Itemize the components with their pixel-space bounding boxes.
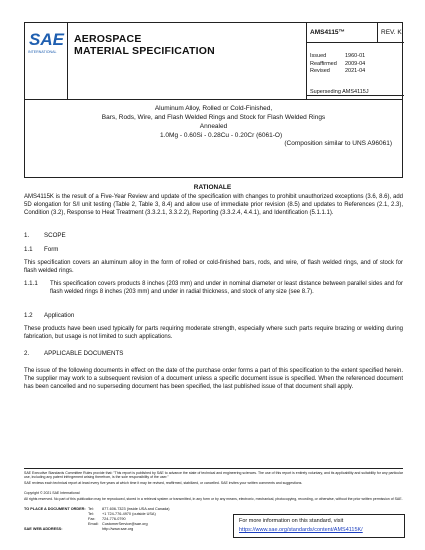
subject-line1: Aluminum Alloy, Rolled or Cold-Finished, [154, 105, 273, 112]
spec-number-row [307, 23, 404, 43]
date-revised: Revised 2021-04 [310, 68, 366, 74]
footer-copyright: Copyright © 2021 SAE International [24, 491, 80, 495]
more-info-text: For more information on this standard, visit [239, 518, 344, 524]
sae-logo-sub: INTERNATIONAL [28, 50, 57, 54]
rationale-text: AMS4115K is the result of a Five-Year Review and update of the specification with changes to prohibit unauthorized exceptions (3.6, 8.6), add 5D elongation for S/I unit testing (Table 2, Table 3, 8.4) and allow use of immediate prior revision (8.5) and updates to References (2.1, 2.3), Condition (3.2), Response to Heat Treatment (3.3.2.1, 3.3.2.2), Reporting (3.3.2.4, 4.4.1), and Identification (5.1.1.1). [24, 194, 403, 216]
superseding-text: Superseding AMS4115J [310, 89, 369, 95]
spec-number-divider [377, 23, 378, 42]
order-contact-block: TO PLACE A DOCUMENT ORDER: Tel: 877-606-7323 (inside USA and Canada) Tel: +1 724-776-4970 (outside USA) Fax: 724-776-0790 Email: CustomerService@sae.org SAE WEB ADDRESS: http://www.sae.org [24, 507, 170, 531]
subject-line2: Bars, Rods, Wire, and Flash Welded Rings and Stock for Flash Welded Rings [101, 114, 326, 121]
spec-number: AMS4115™ [310, 29, 346, 36]
section-2-heading: 2. APPLICABLE DOCUMENTS [24, 350, 124, 357]
email-link[interactable]: CustomerService@sae.org [102, 522, 148, 526]
footer-review-note: SAE reviews each technical report at least every five years at which time it may be revised, reaffirmed, stabilized, or cancelled. SAE invites your written comments and suggestions. [24, 481, 303, 485]
section-1-1-1-text: This specification covers products 8 inches (203 mm) and under in nominal diameter or least distance between parallel sides and for flash welded rings 8 inches (203 mm) and under in radial thickness, and stock of any size (see 8.7). [50, 281, 403, 295]
section-1-1-1-num: 1.1.1 [24, 280, 38, 287]
section-1-1-text: This specification covers an aluminum alloy in the form of rolled or cold-finished bars, rods, and wire, of flash welded rings, and of stock for flash welded rings. [24, 260, 403, 274]
revision: REV. K [381, 29, 402, 36]
doc-title-line1: AEROSPACE [74, 33, 142, 45]
section-1-2-text: These products have been used typically for parts requiring moderate strength, especially where such parts require brazing or welding during fabrication, but usage is not limited to such applications. [24, 326, 403, 340]
subject-line3: Annealed [199, 123, 228, 130]
section-1-heading: 1. SCOPE [24, 232, 66, 239]
sae-logo-text: SAE [29, 30, 64, 49]
date-reaffirmed: Reaffirmed 2009-04 [310, 60, 366, 67]
subject-line5: (Composition similar to UNS A96061) [284, 140, 392, 147]
phone-intl: +1 724-776-4970 (outside USA) [102, 512, 156, 516]
spec-header [24, 22, 403, 100]
date-issued: Issued 1960-01 [310, 53, 366, 59]
standard-url-link[interactable]: https://www.sae.org/standards/content/AMS4115K/ [239, 527, 363, 533]
footer-rules-note: SAE Executive Standards Committee Rules provide that: "This report is published by SAE to advance the state of technical and engineering sciences. The use of this report is entirely voluntary, and its applicability and suitability for any particular use, including any patent infringement arising therefrom, is the sole responsibility of the user." [24, 471, 403, 480]
superseding-row [307, 89, 404, 96]
section-1-2-heading: 1.2 Application [24, 312, 75, 319]
rationale-heading: RATIONALE [193, 184, 232, 191]
doc-title-line2: MATERIAL SPECIFICATION [74, 45, 215, 57]
web-link[interactable]: http://www.sae.org [102, 527, 134, 531]
section-1-1-heading: 1.1 Form [24, 246, 59, 253]
phone-us: 877-606-7323 (inside USA and Canada) [102, 507, 170, 511]
footer-rights-note: All rights reserved. No part of this publication may be reproduced, stored in a retrieval system or transmitted, in any form or by any means, electronic, mechanical, photocopying, recording, or otherwise, without the prior written permission of SAE. [24, 497, 403, 501]
footer-divider [24, 468, 403, 469]
more-info-box [233, 514, 405, 538]
sae-logo-mark [25, 23, 67, 63]
subject-line4: 1.0Mg - 0.60Si - 0.28Cu - 0.20Cr (6061-O) [160, 132, 283, 139]
sae-logo [25, 23, 67, 99]
title-cell [67, 23, 307, 99]
fax: 724-776-0790 [102, 517, 126, 521]
section-2-text: The issue of the following documents in effect on the date of the purchase order forms a part of this specification to the extent specified herein. The supplier may work to a subsequent revision of a document unless a specific document issue is specified. When the referenced document has been cancelled and no superseding document has been specified, the last published issue of that document shall apply. [24, 368, 403, 390]
subject-block [24, 100, 403, 178]
dates-block [310, 53, 365, 76]
